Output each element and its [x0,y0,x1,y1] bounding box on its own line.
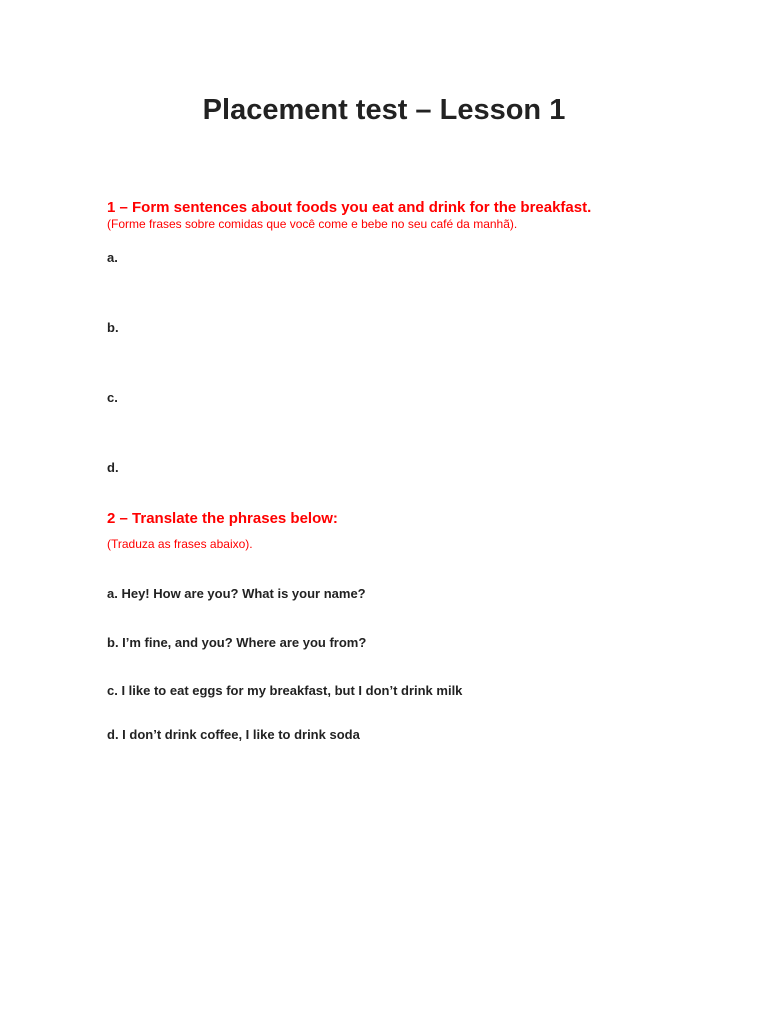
phrase-d: d. I don’t drink coffee, I like to drink soda [107,727,360,742]
answer-line-a: a. [107,250,118,265]
phrase-c: c. I like to eat eggs for my breakfast, but I don’t drink milk [107,683,463,698]
question-2-subheading: (Traduza as frases abaixo). [107,537,253,551]
answer-line-d: d. [107,460,119,475]
question-2-heading: 2 – Translate the phrases below: [107,510,338,527]
answer-line-c: c. [107,390,118,405]
phrase-a: a. Hey! How are you? What is your name? [107,586,366,601]
question-1-subheading: (Forme frases sobre comidas que você come e bebe no seu café da manhã). [107,217,518,231]
page-title: Placement test – Lesson 1 [202,94,566,126]
phrase-b: b. I’m fine, and you? Where are you from? [107,635,367,650]
answer-line-b: b. [107,320,119,335]
question-1-heading: 1 – Form sentences about foods you eat and drink for the breakfast. [107,199,592,216]
